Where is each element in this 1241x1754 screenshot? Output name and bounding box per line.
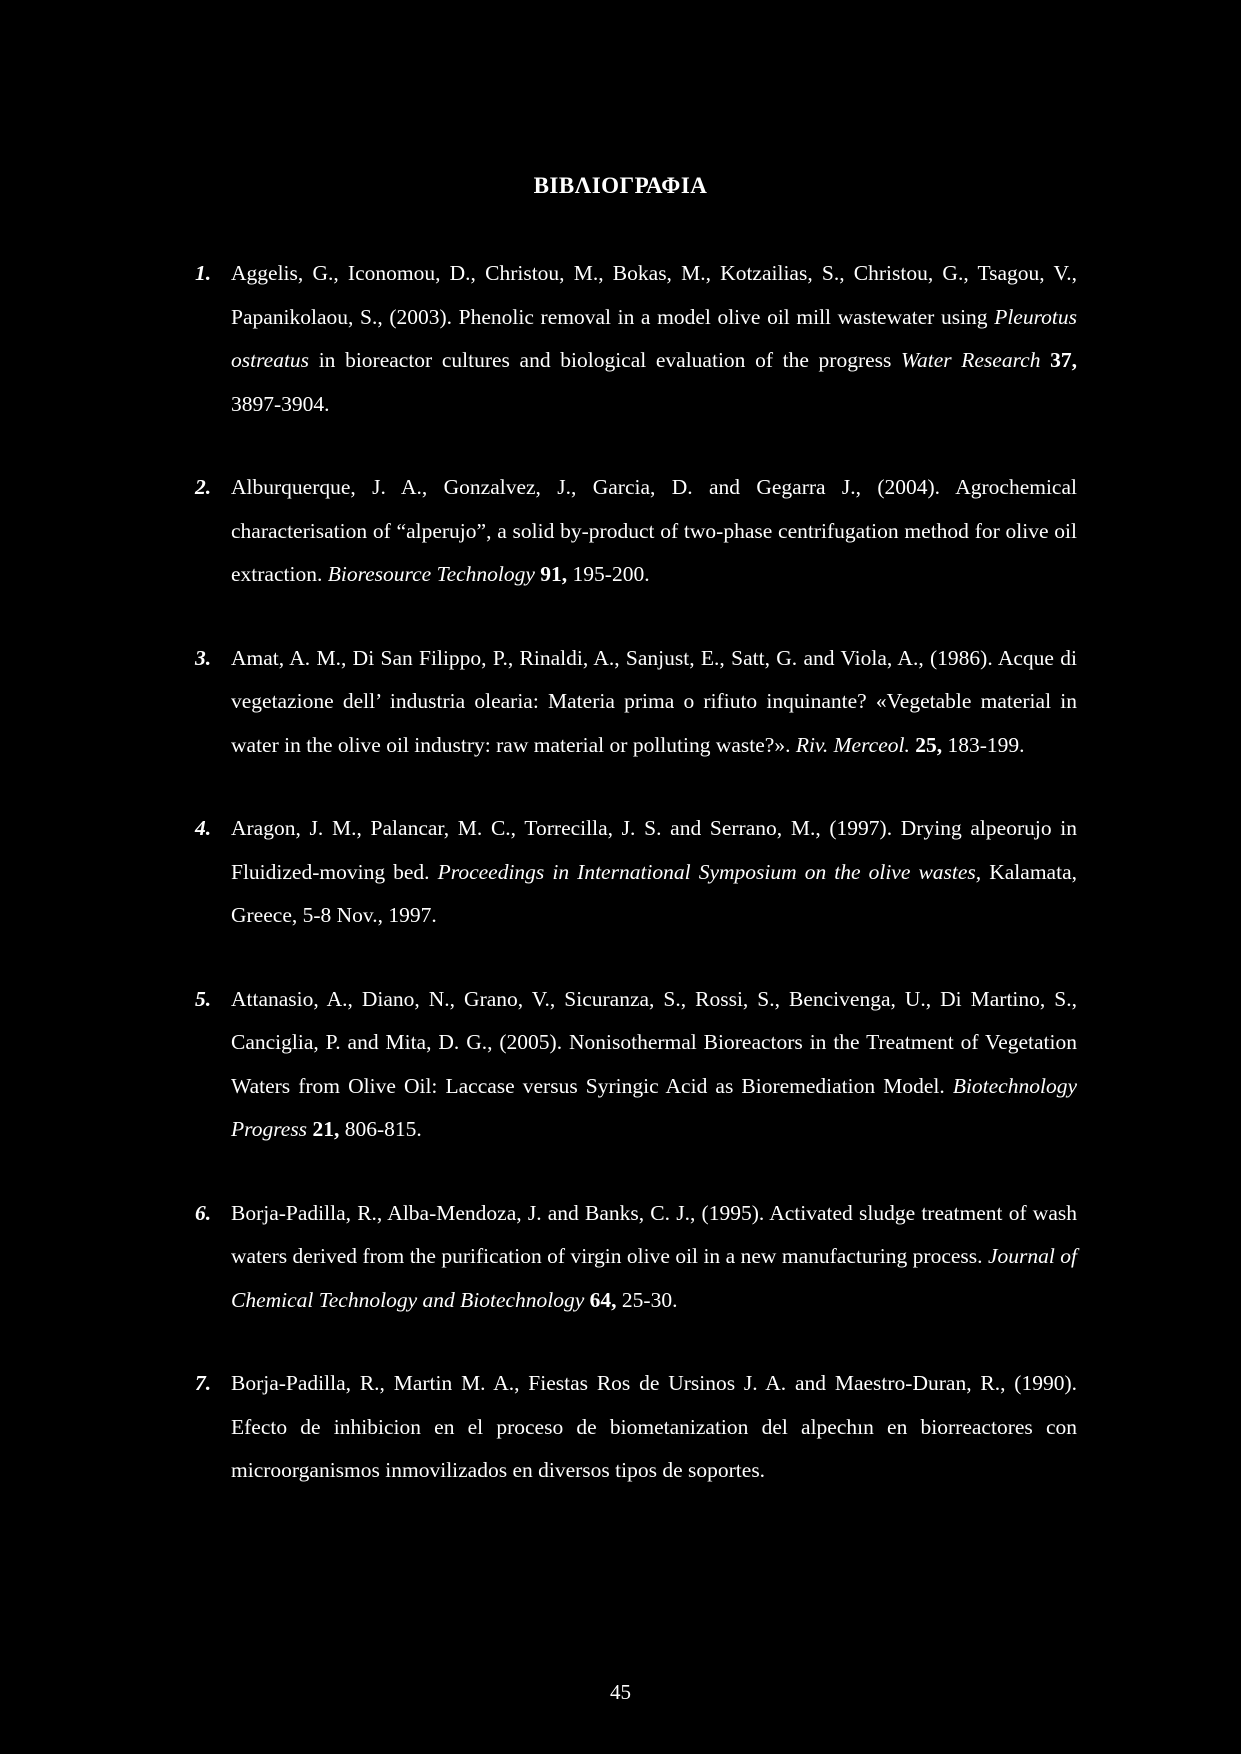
- reference-journal: Water Research: [901, 348, 1041, 372]
- reference-number: 6.: [195, 1200, 212, 1225]
- reference-item: [195, 807, 1077, 938]
- reference-journal: Journal of Chemical Technology and Biotechnology: [231, 1244, 1077, 1312]
- reference-item: [195, 252, 1077, 426]
- reference-item: [195, 978, 1077, 1152]
- reference-text-continued: in bioreactor cultures and biological evaluation of the progress: [309, 348, 902, 372]
- reference-journal: Bioresource Technology: [327, 562, 535, 586]
- page-number: 45: [610, 1680, 631, 1704]
- reference-item: [195, 1192, 1077, 1323]
- reference-number: 7.: [195, 1371, 212, 1395]
- reference-item: [195, 637, 1077, 768]
- reference-pages: 195-200.: [567, 562, 650, 586]
- reference-number: 3.: [195, 645, 212, 670]
- reference-list: [195, 252, 1077, 1533]
- reference-number: 1.: [195, 261, 212, 285]
- reference-species: Pleurotus ostreatus: [231, 304, 1077, 372]
- reference-number: 2.: [195, 475, 212, 499]
- reference-pages: 183-199.: [942, 732, 1025, 757]
- reference-item: [195, 1362, 1077, 1493]
- reference-text: Attanasio, A., Diano, N., Grano, V., Sicuranza, S., Rossi, S., Bencivenga, U., Di Martino, S., Canciglia, P. and Mita, D. G., (2005). Nonisothermal Bioreactors in the Treatment of Vegetation Waters from Olive Oil: Laccase versus Syringic Acid as Bioremediation Model.: [231, 986, 1077, 1098]
- reference-volume: 21,: [307, 1117, 340, 1141]
- reference-text: Borja-Padilla, R., Alba-Mendoza, J. and Banks, C. J., (1995). Activated sludge treatment of wash waters derived from the purification of virgin olive oil in a new manufacturing process.: [231, 1200, 1077, 1268]
- reference-text: Aggelis, G., Iconomou, D., Christou, M., Bokas, M., Kotzailias, S., Christou, G., Tsagou, V., Papanikolaou, S., (2003). Phenolic removal in a model olive oil mill wastewater using: [231, 261, 1077, 329]
- reference-journal: Proceedings in International Symposium on the olive wastes,: [437, 859, 982, 884]
- reference-volume: 91,: [534, 562, 568, 586]
- reference-volume: 25,: [909, 732, 943, 757]
- reference-text: Aragon, J. M., Palancar, M. C., Torrecilla, J. S. and Serrano, M., (1997). Drying alpeorujo in Fluidized-moving bed.: [231, 816, 1077, 884]
- reference-item: [195, 466, 1077, 597]
- reference-pages: 806-815.: [339, 1117, 422, 1141]
- reference-volume: 64,: [584, 1287, 617, 1312]
- reference-pages: 3897-3904.: [231, 391, 330, 416]
- reference-text: Alburquerque, J. A., Gonzalvez, J., Garcia, D. and Gegarra J., (2004). Agrochemical characterisation of “alperujo”, a solid by-product of two-phase centrifugation method for olive oil extraction.: [231, 475, 1077, 586]
- reference-number: 5.: [195, 986, 212, 1011]
- reference-pages: Kalamata, Greece, 5-8 Nov., 1997.: [231, 859, 1077, 927]
- reference-volume: 37,: [1040, 348, 1077, 372]
- reference-text: Borja-Padilla, R., Martin M. A., Fiestas Ros de Ursinos J. A. and Maestro-Duran, R., (1990). Efecto de inhibicion en el proceso de biometanization del alpechın en biorreactores con microorganismos inmovilizados en diversos tipos de soportes.: [231, 1371, 1077, 1482]
- reference-pages: 25-30.: [616, 1287, 678, 1312]
- reference-text: Amat, A. M., Di San Filippo, P., Rinaldi, A., Sanjust, E., Satt, G. and Viola, A., (1986). Acque di vegetazione dell’ industria olearia: Materia prima o rifiuto inquinante? «Vegetable material in water in the olive oil industry: raw material or polluting waste?».: [231, 645, 1077, 757]
- reference-journal: Biotechnology Progress: [231, 1073, 1077, 1141]
- reference-number: 4.: [195, 816, 212, 840]
- page-title: ΒΙΒΛΙΟΓΡΑΦΙΑ: [533, 173, 708, 198]
- reference-journal: Riv. Merceol.: [795, 732, 910, 757]
